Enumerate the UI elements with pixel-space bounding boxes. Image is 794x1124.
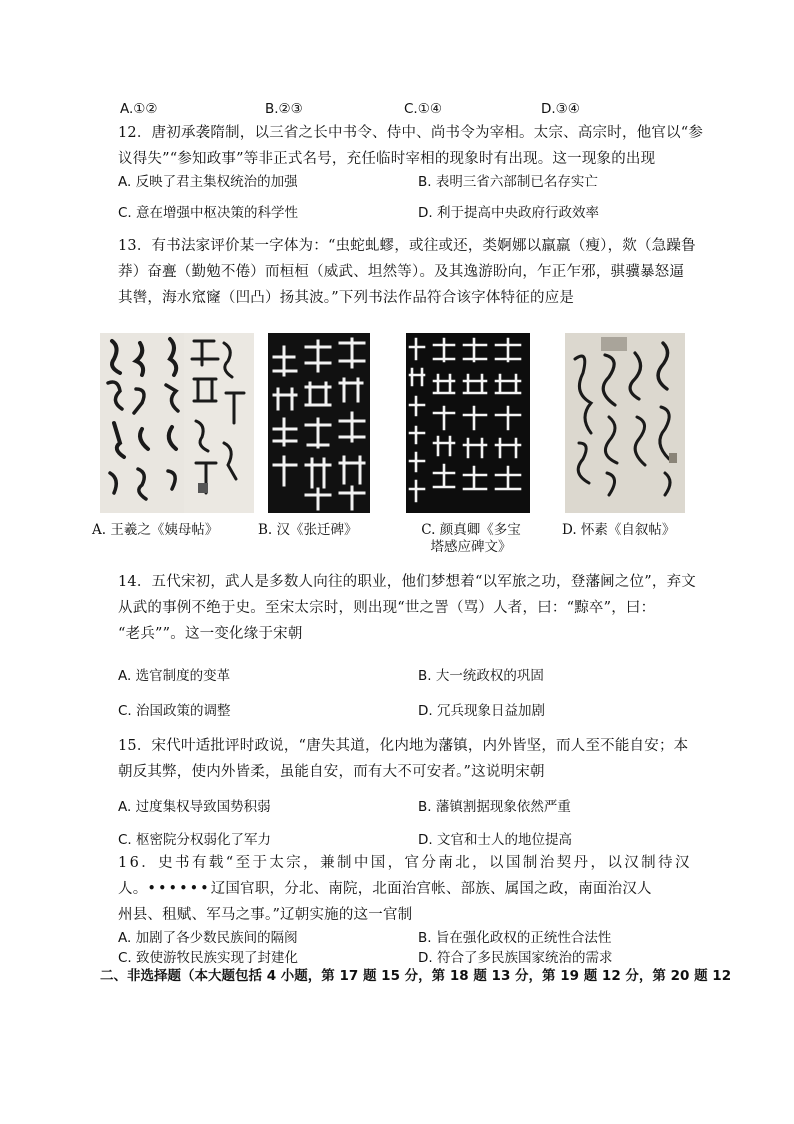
calligraphy-image-b	[268, 333, 370, 513]
q16-option-b: B. 旨在强化政权的正统性合法性	[418, 930, 612, 946]
q16-line2-start: 人。	[118, 881, 148, 897]
calligraphy-image-a-right	[184, 333, 254, 513]
caption-d: D. 怀素《自叙帖》	[562, 522, 676, 538]
calligraphy-image-c	[406, 333, 530, 513]
q16-stem-line-1: 16．史书有载“至于太宗，兼制中国，官分南北，以国制治契丹，以汉制待汉	[118, 855, 692, 871]
q15-option-d: D. 文官和士人的地位提高	[418, 832, 572, 848]
q11-option-d: D.③④	[541, 101, 580, 117]
q12-stem-line-1: 12．唐初承袭隋制，以三省之长中书令、侍中、尚书令为宰相。太宗、高宗时，他官以“参	[118, 125, 704, 141]
q14-stem-line-3: “老兵””。这一变化缘于宋朝	[118, 626, 303, 642]
q16-line2-rest: 辽国官职，分北、南院，北面治宫帐、部族、属国之政，南面治汉人	[210, 881, 652, 897]
q13-stem-line-3: 其辔，海水窊窿（凹凸）扬其波。”下列书法作品符合该字体特征的应是	[118, 290, 575, 306]
q12-option-b: B. 表明三省六部制已名存实亡	[418, 174, 598, 190]
q14-option-a: A. 选官制度的变革	[118, 668, 231, 684]
q16-stem-line-2	[118, 876, 652, 902]
q15-stem-line-1: 15．宋代叶适批评时政说，“唐失其道，化内地为藩镇，内外皆坚，而人至不能自安；本	[118, 738, 689, 754]
caption-c-line-2: 塔感应碑文》	[430, 539, 512, 555]
q14-stem-line-1: 14．五代宋初，武人是多数人向往的职业，他们梦想着“以军旅之功，登藩阃之位”，弃文	[118, 574, 696, 590]
q15-stem-line-2: 朝反其弊，使内外皆柔，虽能自安，而有大不可安者。”这说明宋朝	[118, 764, 545, 780]
q11-option-a: A.①②	[120, 101, 158, 117]
q14-option-d: D. 冗兵现象日益加剧	[418, 703, 545, 719]
q12-option-d: D. 利于提高中央政府行政效率	[418, 205, 599, 221]
q16-option-d: D. 符合了多民族国家统治的需求	[418, 950, 613, 966]
q12-option-a: A. 反映了君主集权统治的加强	[118, 174, 298, 190]
q12-option-c: C. 意在增强中枢决策的科学性	[118, 205, 299, 221]
caption-a: A. 王羲之《姨母帖》	[92, 522, 219, 538]
caption-b: B. 汉《张迁碑》	[258, 522, 358, 538]
q12-stem-line-2: 议得失”“参知政事”等非正式名号，充任临时宰相的现象时有出现。这一现象的出现	[118, 151, 656, 167]
q13-stem-line-1: 13．有书法家评价某一字体为：“虫蛇虬蟉，或往或还，类婀娜以羸羸（瘦），欻（急躁鲁	[118, 238, 696, 254]
q16-option-c: C. 致使游牧民族实现了封建化	[118, 950, 299, 966]
section-2-heading: 二、非选择题（本大题包括 4 小题，第 17 题 15 分，第 18 题 13 分，第 19 题 12 分，第 20 题 12	[100, 968, 732, 984]
q14-option-c: C. 治国政策的调整	[118, 703, 231, 719]
q16-stem-line-3: 州县、租赋、军马之事。”辽朝实施的这一官制	[118, 907, 413, 923]
q11-option-b: B.②③	[265, 101, 303, 117]
q15-option-c: C. 枢密院分权弱化了军力	[118, 832, 272, 848]
q13-stem-line-2: 莽）奋亹（勤勉不倦）而桓桓（威武、坦然等）。及其逸游盼向，乍正乍邪，骐骥暴怒逼	[118, 264, 685, 280]
caption-c-line-1: C. 颜真卿《多宝	[421, 522, 521, 538]
q11-option-c: C.①④	[404, 101, 442, 117]
q15-option-a: A. 过度集权导致国势积弱	[118, 799, 271, 815]
ellipsis-dots: ••••••	[147, 881, 211, 897]
q14-stem-line-2: 从武的事例不绝于史。至宋太宗时，则出现“世之詈（骂）人者，曰：“黥卒”，曰：	[118, 600, 656, 616]
q14-option-b: B. 大一统政权的巩固	[418, 668, 544, 684]
calligraphy-image-d	[565, 333, 685, 513]
q15-option-b: B. 藩镇割据现象依然严重	[418, 799, 571, 815]
q16-option-a: A. 加剧了各少数民族间的隔阂	[118, 930, 298, 946]
